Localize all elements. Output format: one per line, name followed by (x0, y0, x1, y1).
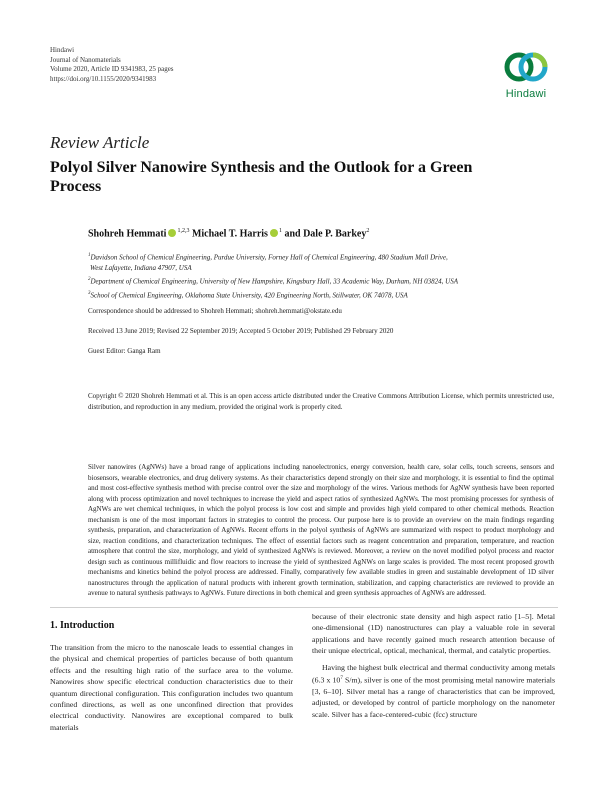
affiliation-text: Davidson School of Chemical Engineering, Purdue University, Forney Hall of Chemical Engineering, 480 Stadium Mall Drive, (90, 253, 448, 262)
hindawi-logo-icon (503, 48, 549, 86)
affiliation-text: Department of Chemical Engineering, University of New Hampshire, Kingsbury Hall, 33 Academic Way, Durham, NH 03824, USA (90, 277, 458, 286)
section-heading: 1. Introduction (50, 620, 115, 631)
article-title: Polyol Silver Nanowire Synthesis and the Outlook for a Green Process (50, 159, 473, 195)
hindawi-logo (494, 48, 558, 100)
affiliation-item (88, 274, 558, 287)
author-name[interactable]: Michael T. Harris (191, 228, 268, 240)
guest-editor: Guest Editor: Ganga Ram (88, 347, 161, 355)
affiliation-number: 1 (88, 253, 91, 258)
journal-name: Journal of Nanomaterials (50, 55, 121, 64)
abstract: Silver nanowires (AgNWs) have a broad range of applications including nanoelectronics, energy conversion, health care, solar cells, touch screens, sensors and biosensors, wearable electronics, and drug delivery systems. As their characteristics depend strongly on their size and morphology, it is essential to find the optimal and most cost-effective synthesis method with precise control over the size and morphology of the wires. Various methods for AgNW synthesis have been reported along with process optimization and novel techniques to increase the yield and aspect ratios of synthesized AgNWs. The most promising processes for synthesis of AgNWs are wet chemical techniques, in which the polyol process is low cost and simple and provides high yield compared to other chemical methods. Reaction mechanism is one of the most important factors in strategies to control the process. Our purpose here is to provide an overview on the main findings regarding synthesis, preparation, and characterization of AgNWs. Recent efforts in the polyol synthesis of AgNWs are summarized with respect to product morphology and size, reaction conditions, and characterization techniques. The effect of essential factors such as reagent concentration and preparation, temperature, and reaction atmosphere that control the size, morphology, and yield of synthesized AgNWs is reviewed. Moreover, a review on the novel modified polyol process and reactor design such as continuous millifluidic and flow reactors to increase the yield of synthesized AgNWs on large scales is provided. The most recent proposed growth mechanisms and kinetics behind the polyol process are addressed. Finally, comparatively few available studies in green and sustainable development of 1D silver nanostructures through the application of natural products with inherent growth termination, stabilization, and capping characteristics are reviewed to provide an avenue to natural synthesis pathways to AgNWs. Future directions in both chemical and green synthesis approaches of AgNWs are addressed. (88, 463, 554, 597)
author-separator: and (281, 228, 304, 240)
intro-column-right (312, 611, 555, 720)
logo-wordmark: Hindawi (505, 88, 547, 100)
intro-text: Having the highest bulk electrical and thermal conductivity among metals (6.3 x 10 (312, 662, 555, 685)
publisher-name: Hindawi (50, 46, 75, 54)
author-list (88, 228, 558, 239)
section-divider (50, 607, 558, 608)
journal-meta (50, 46, 174, 84)
affiliation-number: 2 (88, 277, 91, 283)
volume-info: Volume 2020, Article ID 9341983, 25 pages (50, 65, 174, 74)
affiliation-item (88, 288, 558, 301)
author-name[interactable]: Dale P. Barkey (303, 228, 367, 240)
intro-paragraph: because of their electronic state density and high aspect ratio [1–5]. Metal one-dimensional (1D) nanostructures can play a valuable role in several applications and have recently gained much research attention because of their unique electrical, optical, mechanical, thermal, and catalytic properties. (312, 612, 555, 656)
author-affiliation-marker: 1,2,3 (177, 228, 190, 234)
affiliation-continuation: West Lafayette, Indiana 47907, USA (90, 264, 192, 273)
author-name[interactable]: Shohreh Hemmati (88, 228, 167, 240)
correspondence-line: Correspondence should be addressed to Shohreh Hemmati; shohreh.hemmati@okstate.edu (88, 307, 342, 315)
doi-link[interactable]: https://doi.org/10.1155/2020/9341983 (50, 74, 157, 83)
author-affiliation-marker: 1 (278, 228, 282, 234)
intro-paragraph: The transition from the micro to the nanoscale leads to essential changes in the physical and chemical properties of particles because of both quantum effects and the resulting high ratio of the surface area to the volume. Nanowires show specific electrical conduction characteristics due to their quantum directional configuration. This configuration includes two quantum confined directions, as well as one unconfined direction that provides electrical conductivity. Nanowires are exceptional compared to bulk materials (50, 643, 293, 732)
intro-paragraph (312, 662, 555, 721)
author-affiliation-marker: 2 (366, 228, 370, 234)
intro-text: S/m), silver is one of the most promising metal nanowire materials [3, 6–10]. Silver metal has a range of characteristics that can be improved, adjusted, or developed by control of particle morphology on the nanometer scale. Silver has a face-centered-cubic (fcc) structure (312, 675, 556, 719)
affiliation-number: 3 (88, 290, 91, 296)
copyright-notice: Copyright © 2020 Shohreh Hemmati et al. This is an open access article distributed under the Creative Commons Attribution License, which permits unrestricted use, distribution, and reproduction in any medium, provided the original work is properly cited. (88, 392, 554, 411)
affiliations (88, 250, 558, 301)
orcid-icon[interactable] (168, 229, 176, 237)
affiliation-text: School of Chemical Engineering, Oklahoma State University, 420 Engineering North, Stillwater, OK 74078, USA (90, 290, 408, 299)
orcid-icon[interactable] (270, 229, 278, 237)
exponent: 7 (340, 676, 343, 682)
article-type: Review Article (50, 133, 150, 152)
affiliation-item (88, 250, 558, 263)
intro-column-left (50, 642, 293, 733)
publication-dates: Received 13 June 2019; Revised 22 September 2019; Accepted 5 October 2019; Published 29 February 2020 (88, 327, 394, 335)
